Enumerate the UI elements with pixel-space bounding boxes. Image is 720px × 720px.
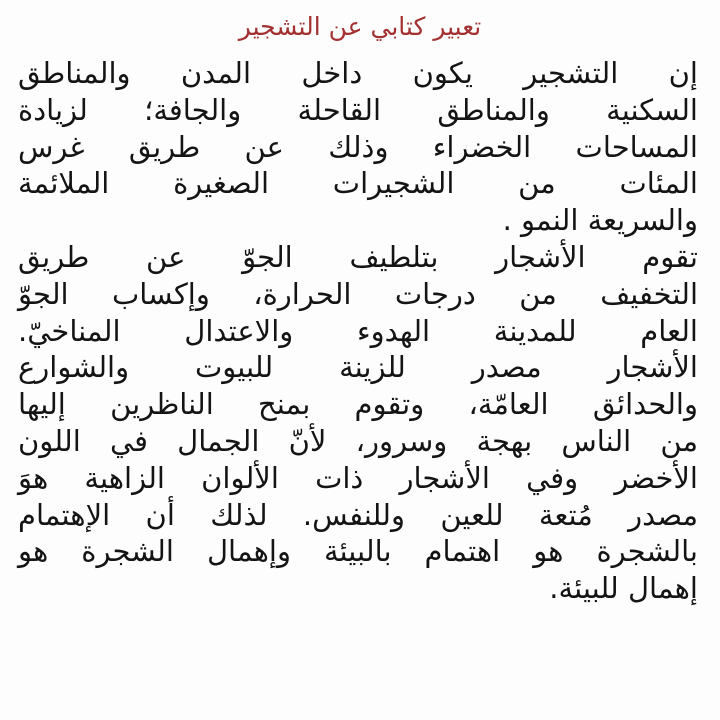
essay-line-1: إن التشجير يكون داخل المدن والمناطق (18, 56, 698, 90)
essay-line-10: والحدائق العامّة، وتقوم بمنح الناظرين إليها (18, 387, 698, 422)
essay-line-7: التخفيف من درجات الحرارة، وإكساب الجوّ (18, 276, 698, 311)
essay-line-2: السكنية والمناطق القاحلة والجافة؛ لزيادة (18, 92, 698, 127)
essay-line-11: من الناس بهجة وسرور، لأنّ الجمال في اللون (18, 423, 698, 458)
essay-body (18, 55, 698, 607)
essay-line-5: والسريعة النمو . (502, 203, 698, 238)
document-title: تعبير كتابي عن التشجير (238, 12, 482, 41)
essay-line-3: المساحات الخضراء وذلك عن طريق غرس (18, 129, 698, 164)
essay-line-9: الأشجار مصدر للزينة للبيوت والشوارع (18, 350, 698, 385)
essay-line-15: إهمال للبيئة. (549, 571, 698, 606)
essay-line-6: تقوم الأشجار بتلطيف الجوّ عن طريق (18, 239, 698, 274)
essay-line-12: الأخضر وفي الأشجار ذات الألوان الزاهية هوَ (18, 460, 698, 495)
essay-line-14: بالشجرة هو اهتمام بالبيئة وإهمال الشجرة هو (18, 534, 698, 569)
essay-line-4: المئات من الشجيرات الصغيرة الملائمة (18, 166, 698, 201)
essay-line-13: مصدر مُتعة للعين وللنفس. لذلك أن الإهتمام (18, 497, 698, 532)
essay-line-8: العام للمدينة الهدوء والاعتدال المناخيّ. (18, 313, 698, 348)
